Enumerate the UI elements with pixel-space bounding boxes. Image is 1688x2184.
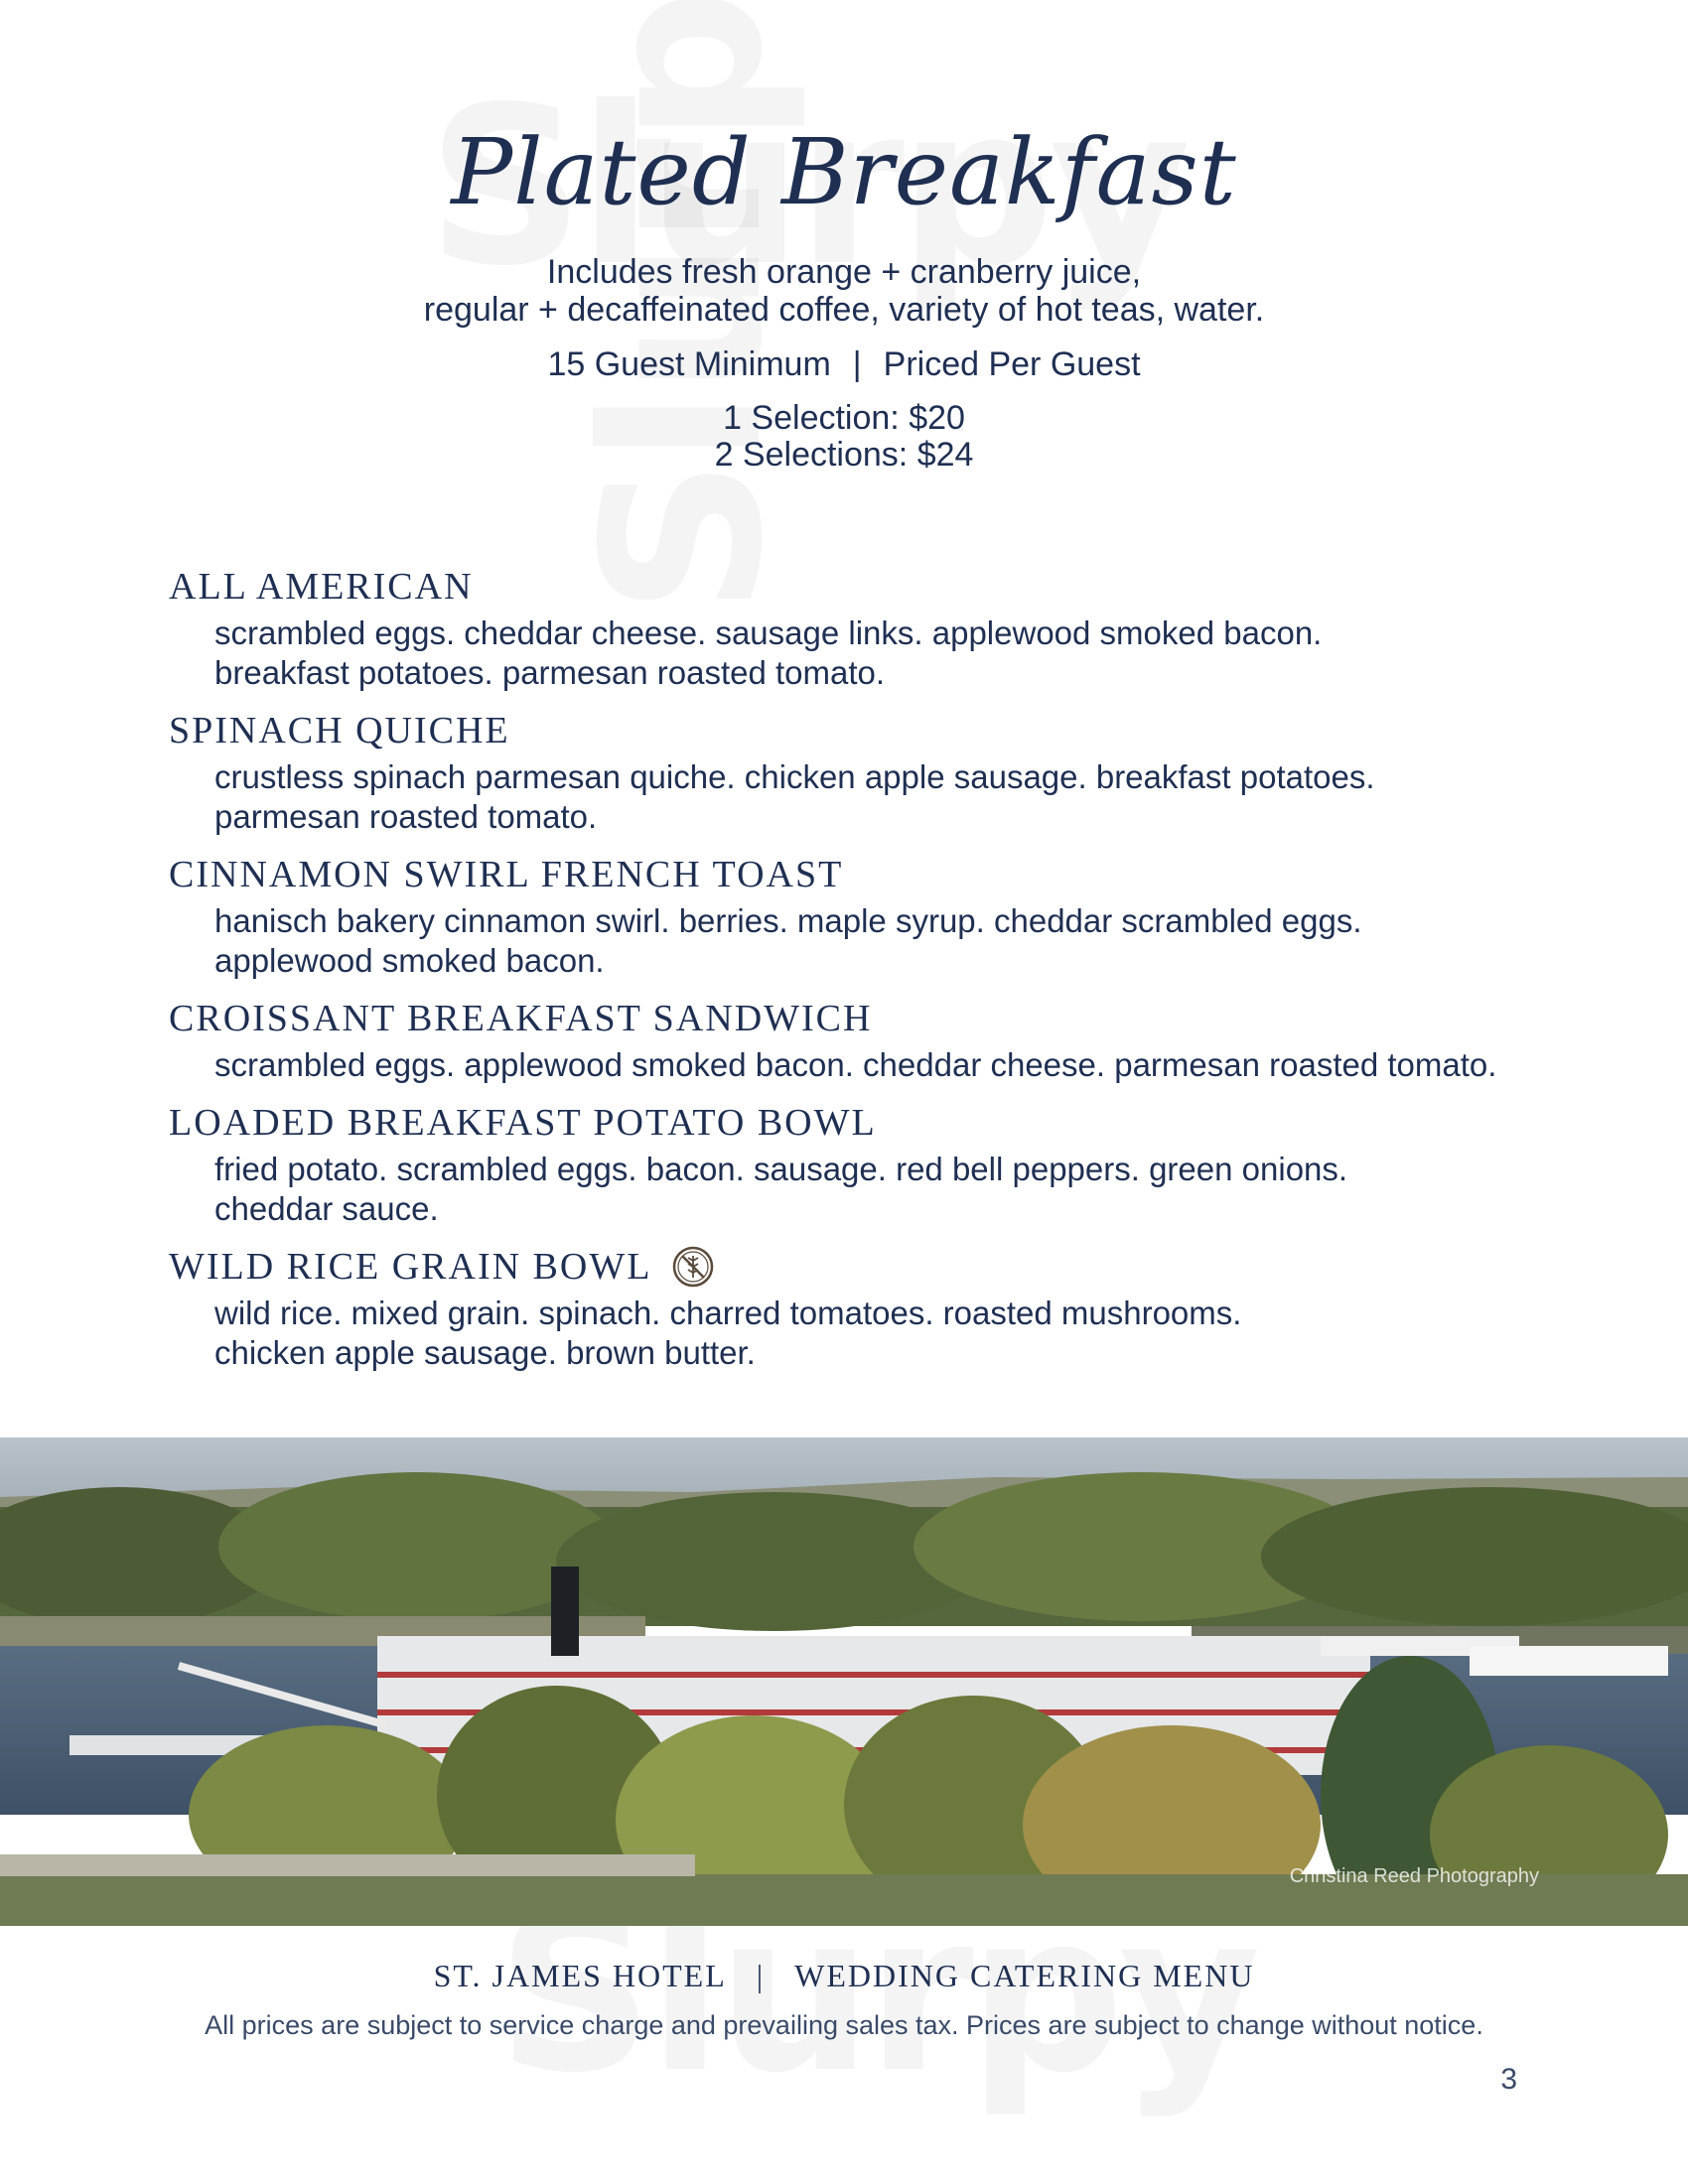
intro-line-1: Includes fresh orange + cranberry juice,	[546, 253, 1142, 291]
description-line: chicken apple sausage. brown butter.	[214, 1334, 756, 1371]
menu-item-name: ALL AMERICAN	[169, 566, 474, 608]
separator: |	[852, 345, 862, 383]
footer-title	[0, 1958, 1688, 1994]
menu-item	[169, 1244, 1559, 1373]
description-line: crustless spinach parmesan quiche. chicken apple sausage. breakfast potatoes.	[214, 758, 1375, 795]
description-line: wild rice. mixed grain. spinach. charred tomatoes. roasted mushrooms.	[214, 1295, 1242, 1331]
description-line: applewood smoked bacon.	[214, 942, 605, 979]
menu-item	[169, 564, 1559, 693]
menu-item-description	[169, 901, 1559, 981]
description-line: hanisch bakery cinnamon swirl. berries. maple syrup. cheddar scrambled eggs.	[214, 902, 1362, 939]
menu-item	[169, 708, 1559, 837]
hotel-name: ST. JAMES HOTEL	[433, 1958, 727, 1993]
description-line: fried potato. scrambled eggs. bacon. sausage. red bell peppers. green onions.	[214, 1151, 1348, 1187]
guest-minimum-line	[0, 345, 1688, 384]
description-line: scrambled eggs. cheddar cheese. sausage links. applewood smoked bacon.	[214, 614, 1323, 651]
footer-separator: |	[756, 1958, 766, 1993]
intro-text	[0, 253, 1688, 329]
pricing-disclaimer: All prices are subject to service charge and prevailing sales tax. Prices are subject to change without notice.	[205, 2010, 1483, 2040]
menu-item	[169, 852, 1559, 981]
description-line: breakfast potatoes. parmesan roasted tomato.	[214, 654, 886, 691]
photo-credit: Christina Reed Photography	[1289, 1865, 1539, 1887]
selection-prices	[0, 400, 1688, 474]
riverboat-photo	[0, 1437, 1688, 1926]
menu-item-description	[169, 1045, 1559, 1085]
menu-item-name: SPINACH QUICHE	[169, 710, 510, 751]
guest-minimum: 15 Guest Minimum	[547, 345, 831, 383]
description-line: parmesan roasted tomato.	[214, 798, 598, 835]
menu-item-name: LOADED BREAKFAST POTATO BOWL	[169, 1102, 877, 1144]
menu-item-description	[169, 1150, 1559, 1229]
menu-item-name: CROISSANT BREAKFAST SANDWICH	[169, 998, 873, 1039]
gluten-free-icon	[671, 1245, 715, 1289]
menu-item-description	[169, 614, 1559, 693]
menu-item-description	[169, 1294, 1559, 1373]
menu-name: WEDDING CATERING MENU	[794, 1958, 1255, 1993]
intro-line-2: regular + decaffeinated coffee, variety of hot teas, water.	[423, 291, 1265, 329]
description-line: cheddar sauce.	[214, 1190, 439, 1227]
menu-item-name: CINNAMON SWIRL FRENCH TOAST	[169, 854, 844, 895]
menu-item	[169, 996, 1559, 1085]
description-line: scrambled eggs. applewood smoked bacon. cheddar cheese. parmesan roasted tomato.	[214, 1046, 1497, 1083]
menu-item-description	[169, 757, 1559, 837]
menu-item-name-row	[169, 1244, 1559, 1290]
pricing-basis: Priced Per Guest	[883, 345, 1141, 383]
page-title: Plated Breakfast	[451, 119, 1237, 225]
menu-item	[169, 1100, 1559, 1229]
menu-list	[169, 564, 1559, 1388]
menu-item-name: WILD RICE GRAIN BOWL	[169, 1246, 652, 1288]
price-two-selections: 2 Selections: $24	[714, 436, 974, 474]
page-number: 3	[1500, 2063, 1517, 2096]
price-one-selection: 1 Selection: $20	[723, 399, 965, 437]
